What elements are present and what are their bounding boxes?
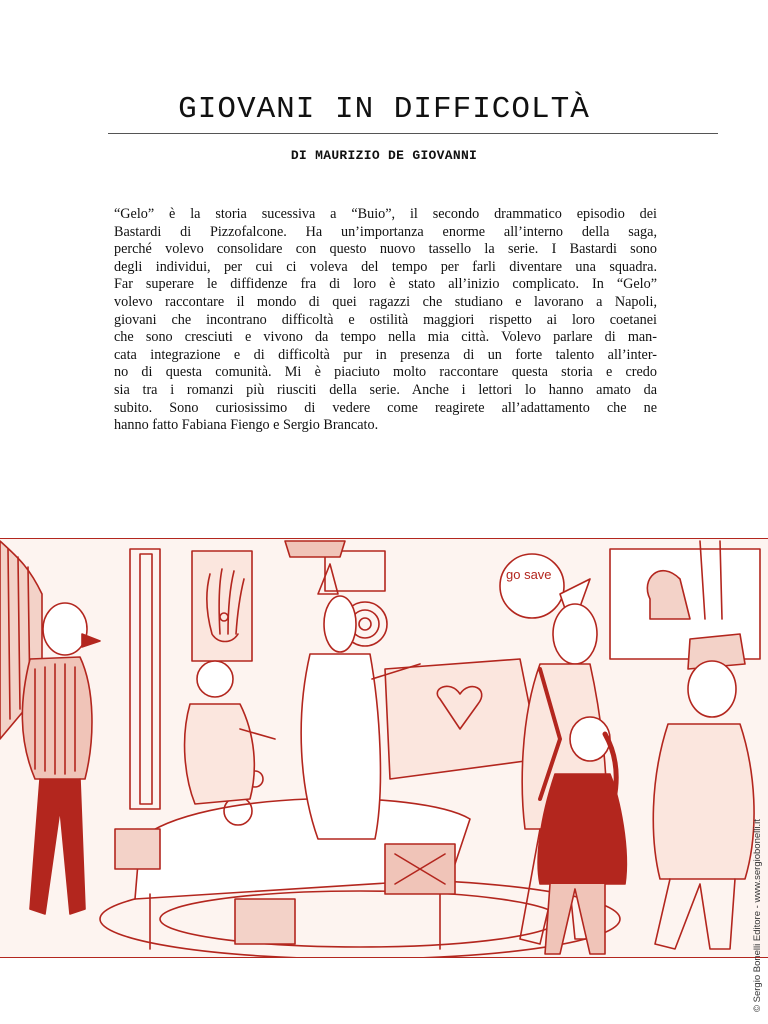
body-line: perché volevo consolidare con questo nuovo tassello la serie. I Bastardi sono xyxy=(114,241,657,258)
body-line: hanno fatto Fabiana Fiengo e Sergio Brancato. xyxy=(114,417,379,434)
body-line: che sono cresciuti e vivono da tempo nella mia città. Volevo parlare di man- xyxy=(114,329,657,346)
chair-left xyxy=(115,829,160,869)
article-byline: DI MAURIZIO DE GIOVANNI xyxy=(290,148,478,163)
body-line: “Gelo” è la storia sucessiva a “Buio”, il secondo drammatico episodio dei xyxy=(114,206,657,222)
article-title: GIOVANI IN DIFFICOLTÀ xyxy=(178,92,590,127)
body-line: degli individui, per cui ci voleva del tempo per farli diventare una squadra. xyxy=(114,258,657,275)
illustration-drawing xyxy=(0,539,768,957)
sofa xyxy=(385,659,540,779)
copyright-credit: © Sergio Bonelli Editore - www.sergiobonelli.it xyxy=(752,819,763,1012)
body-line: Far superare le diffidenze fra di loro è stato all’inizio complicato. In “Gelo” xyxy=(114,276,657,293)
body-line: subito. Sono curiosissimo di vedere come reagirete all’adattamento che ne xyxy=(114,399,657,416)
balloon-text: go save xyxy=(506,567,552,582)
hand-painting xyxy=(192,551,252,661)
speech-balloon xyxy=(500,554,564,618)
officer-character xyxy=(653,634,754,949)
body-line: Bastardi di Pizzofalcone. Ha un’importanza enorme all’interno della saga, xyxy=(114,223,657,240)
comic-illustration xyxy=(0,538,768,958)
body-line: volevo raccontare il mondo di quei ragazzi che studiano e lavorano a Napoli, xyxy=(114,293,657,310)
body-line: no di questa comunità. Mi è piaciuto molto raccontare questa storia e credo xyxy=(114,364,657,381)
body-line: cata integrazione e di difficoltà pur in presenza di un forte talento all’inter- xyxy=(114,346,657,363)
title-divider xyxy=(108,133,718,134)
column xyxy=(130,549,160,809)
body-line: sia tra i romanzi più riusciti della serie. Anche i lettori lo hanno amato da xyxy=(114,381,657,398)
article-body xyxy=(114,206,657,435)
body-line: giovani che incontrano difficoltà e ostilità maggiori rispetto ai loro coetanei xyxy=(114,311,657,328)
chair-front xyxy=(235,899,295,944)
